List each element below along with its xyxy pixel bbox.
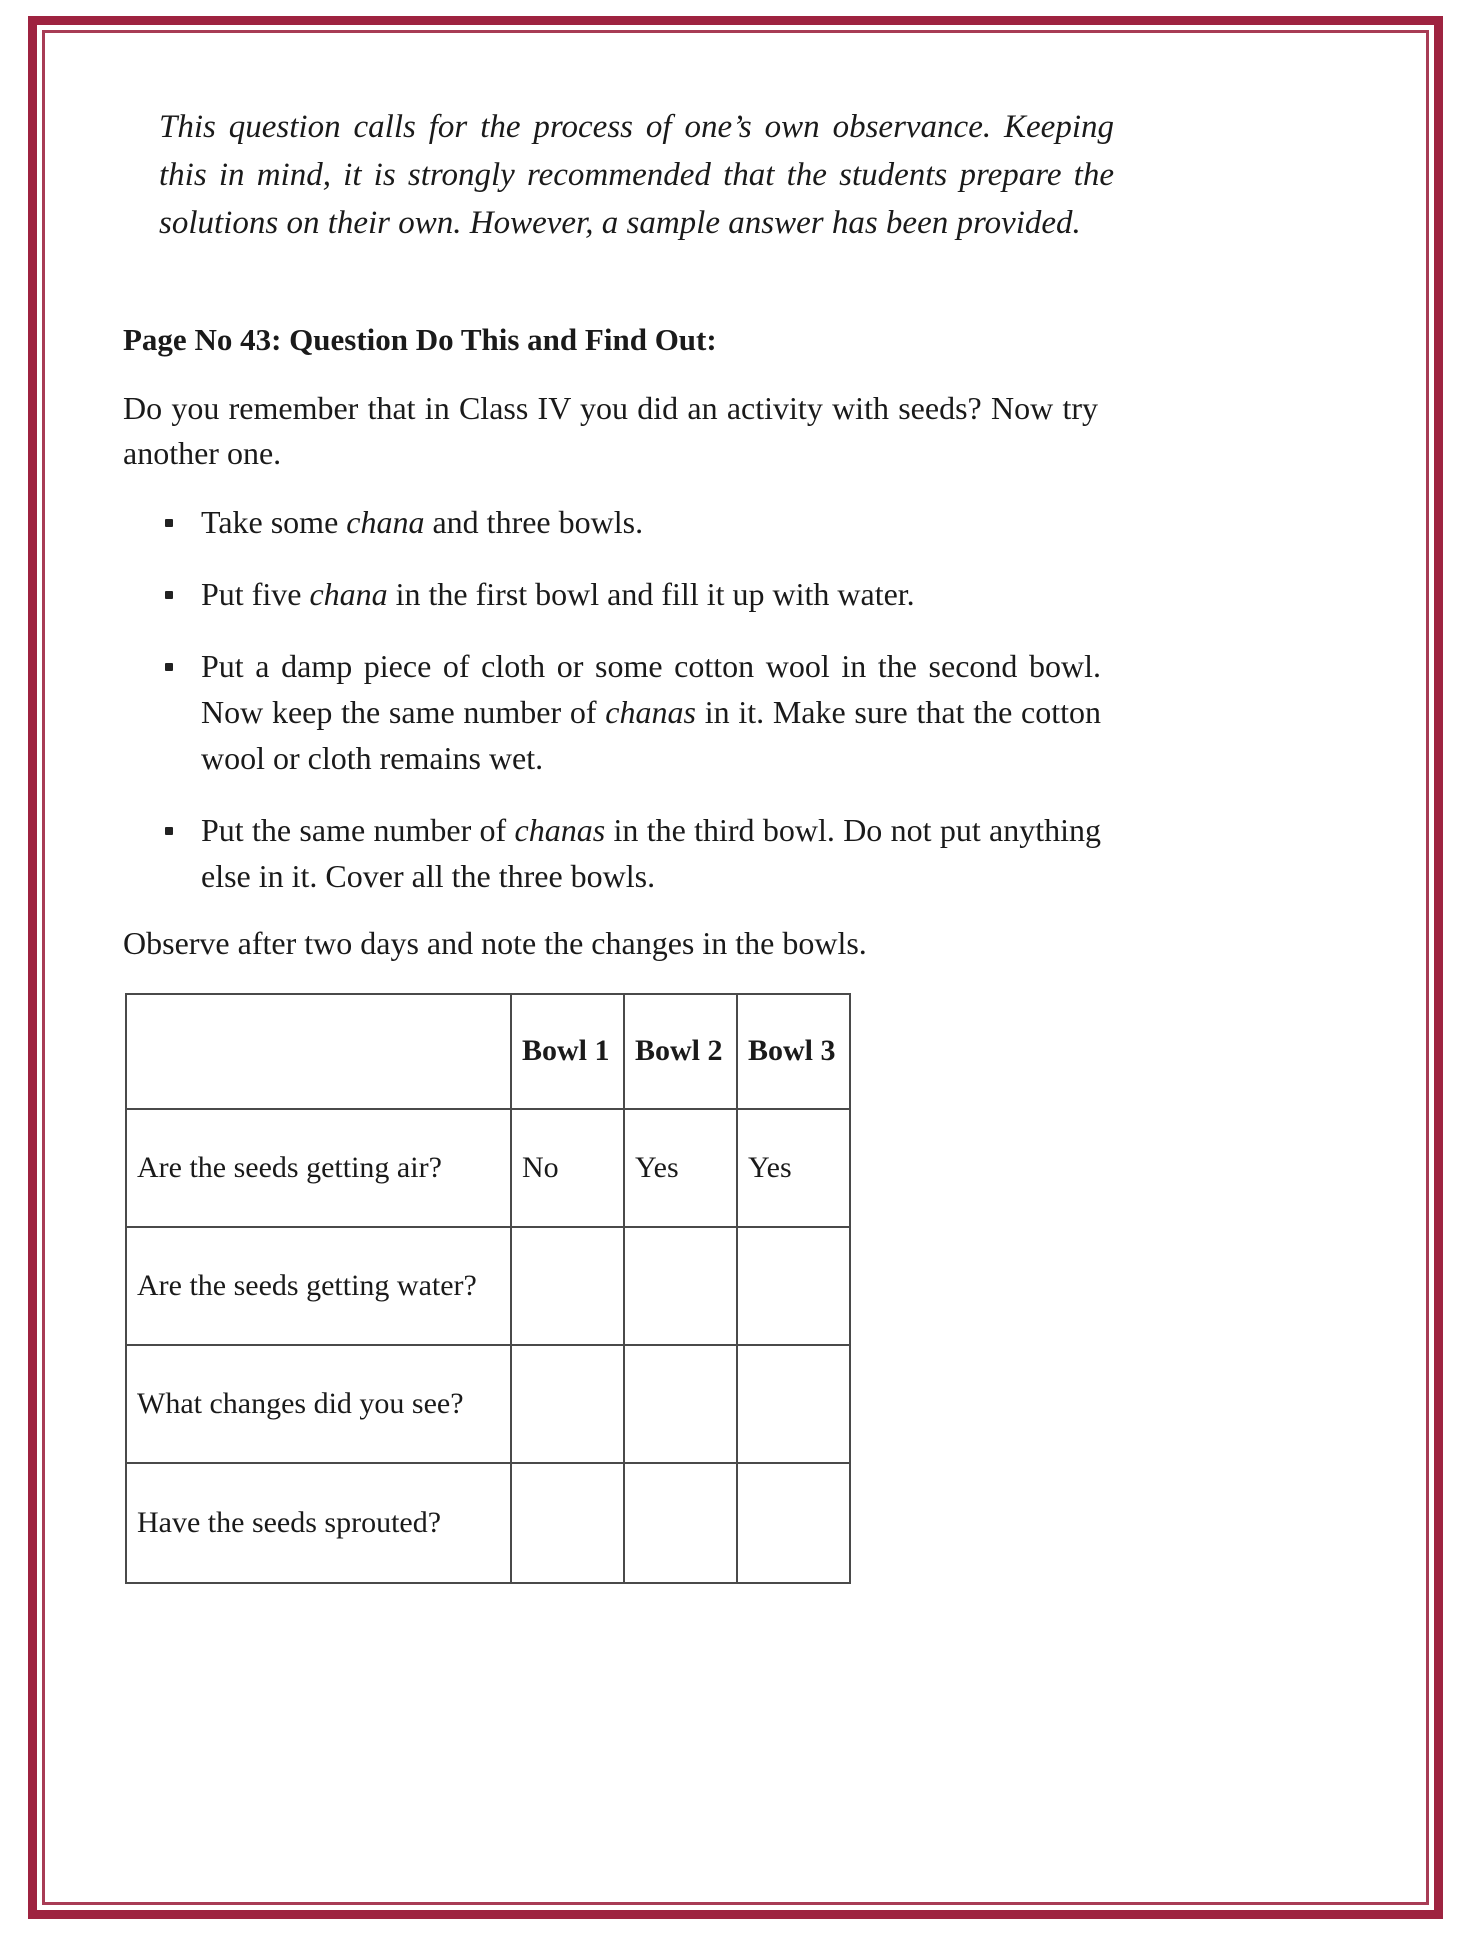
step-term: chana [309,575,388,612]
table-body [126,1109,850,1583]
intro-paragraph: This question calls for the process of one’s own observance. Keeping this in mind, it is strongly recommended that the students prepare the solutions on their own. However, a sample answer has been provided. [159,109,1114,242]
table-cell-bowl-1 [511,1227,624,1345]
step-text-post: in it. Make sure that the cotton wool or cloth remains wet. [201,693,1102,776]
table-cell-bowl-1: No [511,1109,624,1227]
table-row [126,1227,850,1345]
list-item [123,499,1101,545]
table-row [126,1109,850,1227]
observe-instruction: Observe after two days and note the changes in the bowls. [123,925,867,962]
table-header [126,994,850,1109]
section-heading: Page No 43: Question Do This and Find Out: [123,321,717,357]
table-cell-bowl-3 [737,1227,850,1345]
table-row-label: Have the seeds sprouted? [126,1463,511,1583]
table-header-bowl-1: Bowl 1 [511,994,624,1109]
table-header-bowl-3: Bowl 3 [737,994,850,1109]
step-text-pre: Put a damp piece of cloth or some cotton wool in the second bowl. Now keep the same number of [201,647,1101,730]
table-header-bowl-2: Bowl 2 [624,994,737,1109]
document-content [123,103,1123,1584]
table-cell-bowl-2: Yes [624,1109,737,1227]
table-cell-bowl-3: Yes [737,1109,850,1227]
bullet-icon [165,663,173,671]
table-row [126,1345,850,1463]
list-item [123,571,1101,617]
body-paragraph: Do you remember that in Class IV you did an activity with seeds? Now try another one. [123,389,1098,472]
table-row [126,1463,850,1583]
table-cell-bowl-2 [624,1463,737,1583]
table-cell-bowl-2 [624,1227,737,1345]
step-text-pre: Take some [201,503,347,540]
table-header-blank [126,994,511,1109]
step-term: chanas [605,693,696,730]
table-cell-bowl-3 [737,1345,850,1463]
step-term: chanas [514,812,606,849]
list-item [123,643,1101,781]
table-cell-bowl-1 [511,1345,624,1463]
observation-table [125,993,851,1584]
table-row-label: What changes did you see? [126,1345,511,1463]
bullet-icon [165,827,173,835]
table-row-label: Are the seeds getting water? [126,1227,511,1345]
bullet-icon [165,591,173,599]
step-term: chana [346,503,425,540]
table-cell-bowl-2 [624,1345,737,1463]
step-text-post: in the third bowl. Do not put anything else in it. Cover all the three bowls. [201,812,1102,895]
bullet-icon [165,519,173,527]
table-header-row [126,994,850,1109]
table-row-label: Are the seeds getting air? [126,1109,511,1227]
table-cell-bowl-3 [737,1463,850,1583]
step-text-post: in the first bowl and fill it up with water. [387,575,915,612]
steps-list [123,499,1123,900]
list-item [123,807,1101,899]
step-text-pre: Put the same number of [201,812,515,849]
step-text-pre: Put five [201,575,310,612]
step-text-post: and three bowls. [424,503,644,540]
page-border-frame [28,16,1443,1919]
table-cell-bowl-1 [511,1463,624,1583]
